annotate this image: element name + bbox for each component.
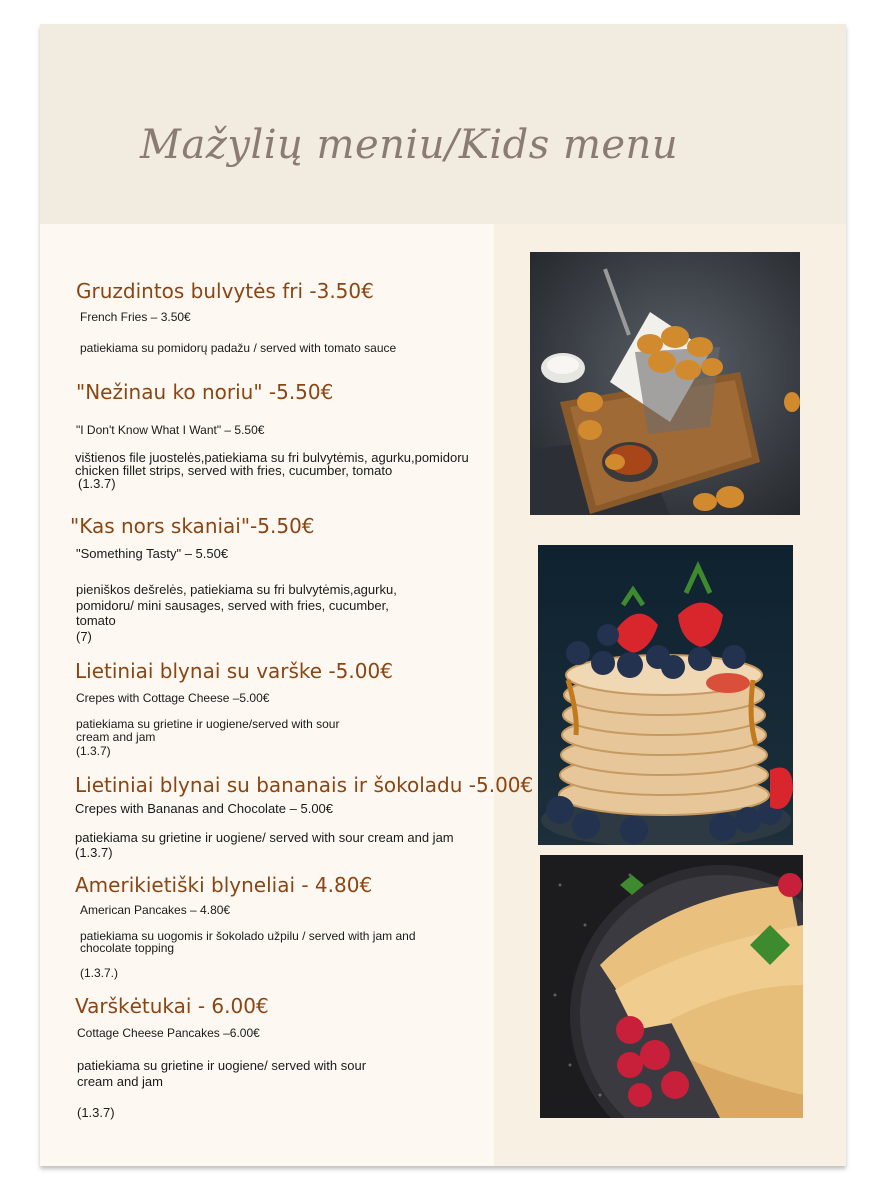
item-description: cream and jam [76, 730, 156, 744]
item-title: Amerikietiški blyneliai - 4.80€ [75, 873, 373, 897]
item-subtitle: Crepes with Bananas and Chocolate – 5.00€ [75, 801, 334, 816]
item-subtitle: French Fries – 3.50€ [80, 310, 191, 324]
item-description: patiekiama su uogomis ir šokolado užpilu / served with jam and [80, 929, 416, 943]
item-allergens: (1.3.7) [78, 476, 116, 491]
item-allergens: (1.3.7) [75, 845, 113, 860]
item-description: chicken fillet strips, served with fries, cucumber, tomato [75, 463, 393, 478]
item-subtitle: "I Don't Know What I Want" – 5.50€ [76, 423, 265, 437]
item-description: patiekiama su grietine ir uogiene/served with sour [76, 717, 340, 731]
item-allergens: (1.3.7) [77, 1105, 115, 1120]
item-description: patiekiama su grietine ir uogiene/ served with sour cream and jam [75, 830, 454, 845]
item-title: "Kas nors skaniai"-5.50€ [70, 514, 315, 538]
item-subtitle: Cottage Cheese Pancakes –6.00€ [77, 1026, 260, 1040]
menu-header [40, 24, 846, 224]
item-description: tomato [76, 613, 116, 628]
item-description: pieniškos dešrelės, patiekiama su fri bulvytėmis,agurku, [76, 582, 397, 597]
item-allergens: (1.3.7) [76, 744, 111, 758]
item-title: Lietiniai blynai su bananais ir šokoladu -5.00€ [75, 773, 534, 797]
item-subtitle: "Something Tasty" – 5.50€ [76, 546, 229, 561]
chicken-nuggets-photo [530, 252, 800, 515]
menu-title: Mažylių meniu/Kids menu [140, 122, 679, 168]
item-allergens: (1.3.7.) [80, 966, 119, 980]
item-title: Lietiniai blynai su varške -5.00€ [75, 659, 393, 683]
item-title: "Nežinau ko noriu" -5.50€ [76, 380, 334, 404]
item-description: pomidoru/ mini sausages, served with fries, cucumber, [76, 598, 389, 613]
item-description: patiekiama su grietine ir uogiene/ served with sour [77, 1058, 367, 1073]
item-description: chocolate topping [80, 941, 175, 955]
item-description: patiekiama su pomidorų padažu / served with tomato sauce [80, 341, 397, 355]
item-subtitle: American Pancakes – 4.80€ [80, 903, 231, 917]
pancake-stack-photo [538, 545, 793, 845]
item-description: cream and jam [77, 1074, 163, 1089]
item-title: Gruzdintos bulvytės fri -3.50€ [76, 279, 374, 303]
crepes-photo [540, 855, 803, 1118]
item-allergens: (7) [76, 629, 92, 644]
item-title: Varškėtukai - 6.00€ [75, 994, 269, 1018]
item-subtitle: Crepes with Cottage Cheese –5.00€ [76, 691, 270, 705]
item-description: vištienos file juostelės,patiekiama su fri bulvytėmis, agurku,pomidoru [75, 450, 469, 465]
